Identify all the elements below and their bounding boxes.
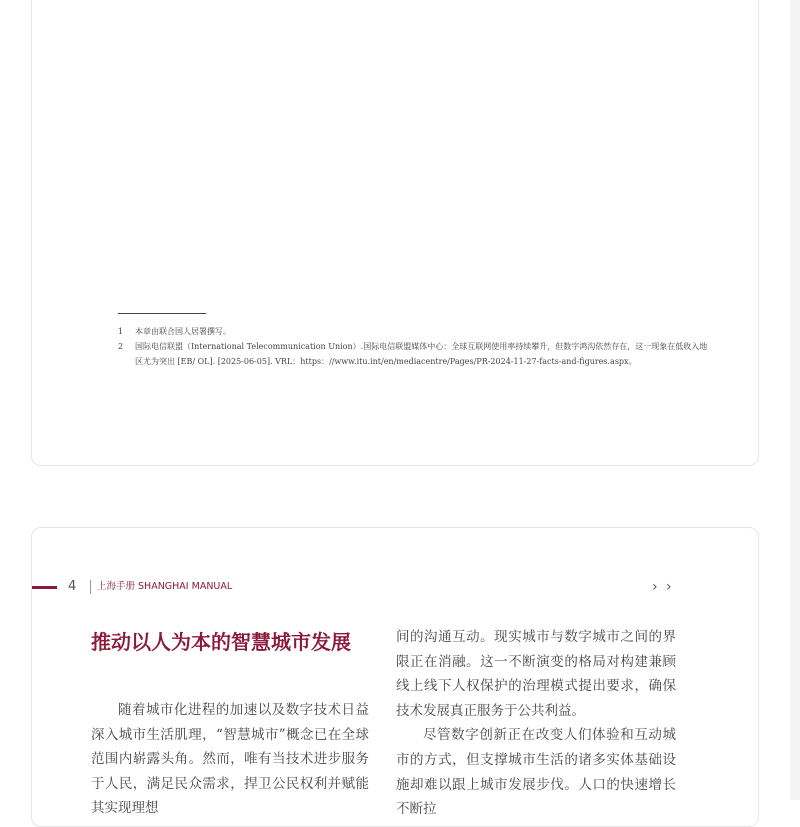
article-right-column (396, 625, 676, 822)
body-paragraph: 间的沟通互动。现实城市与数字城市之间的界限正在消融。这一不断演变的格局对构建兼顾线上线下人权保护的治理模式提出要求，确保技术发展真正服务于公共利益。 (396, 629, 676, 719)
body-paragraph: 尽管数字创新正在改变人们体验和互动城市的方式，但支撑城市生活的诸多实体基础设施却难以跟上城市发展步伐。人口的快速增长不断拉 (396, 727, 676, 818)
body-paragraph: 随着城市化进程的加速以及数字技术日益深入城市生活肌理，“智慧城市”概念已在全球范围内崭露头角。然而，唯有当技术进步服务于人民，满足民众需求，捍卫公民权利并赋能其实现理想 (91, 702, 369, 817)
header-divider (90, 580, 91, 594)
vertical-scrollbar[interactable] (790, 0, 800, 800)
footnote (118, 324, 708, 339)
footnote (118, 339, 708, 369)
footnote-divider (118, 313, 206, 314)
footnote-number: 2 (118, 342, 124, 351)
document-page (31, 0, 759, 466)
article-left-column (91, 628, 369, 821)
next-page-arrows-icon[interactable]: › › (652, 579, 674, 595)
footnote-text: 国际电信联盟（International Telecommunication Union）.国际电信联盟媒体中心：全球互联网使用率持续攀升，但数字鸿沟依然存在，这一现象在低收入地区尤为突出 [EB/ OL]. [2025-06-05]. VRL：https：//www.itu.int/en/mediacentre/Pages/PR-2024-11-27-facts-and-figures.aspx。 (135, 342, 708, 366)
page-number: 4 (68, 579, 77, 594)
running-header (32, 578, 760, 598)
footnote-text: 本章由联合国人居署撰写。 (135, 327, 231, 336)
footnote-number: 1 (118, 327, 124, 336)
footnotes (118, 324, 708, 369)
document-page (31, 527, 759, 827)
publication-title: 上海手册 SHANGHAI MANUAL (97, 581, 233, 592)
article-title: 推动以人为本的智慧城市发展 (91, 630, 351, 654)
header-accent-bar (32, 586, 57, 589)
